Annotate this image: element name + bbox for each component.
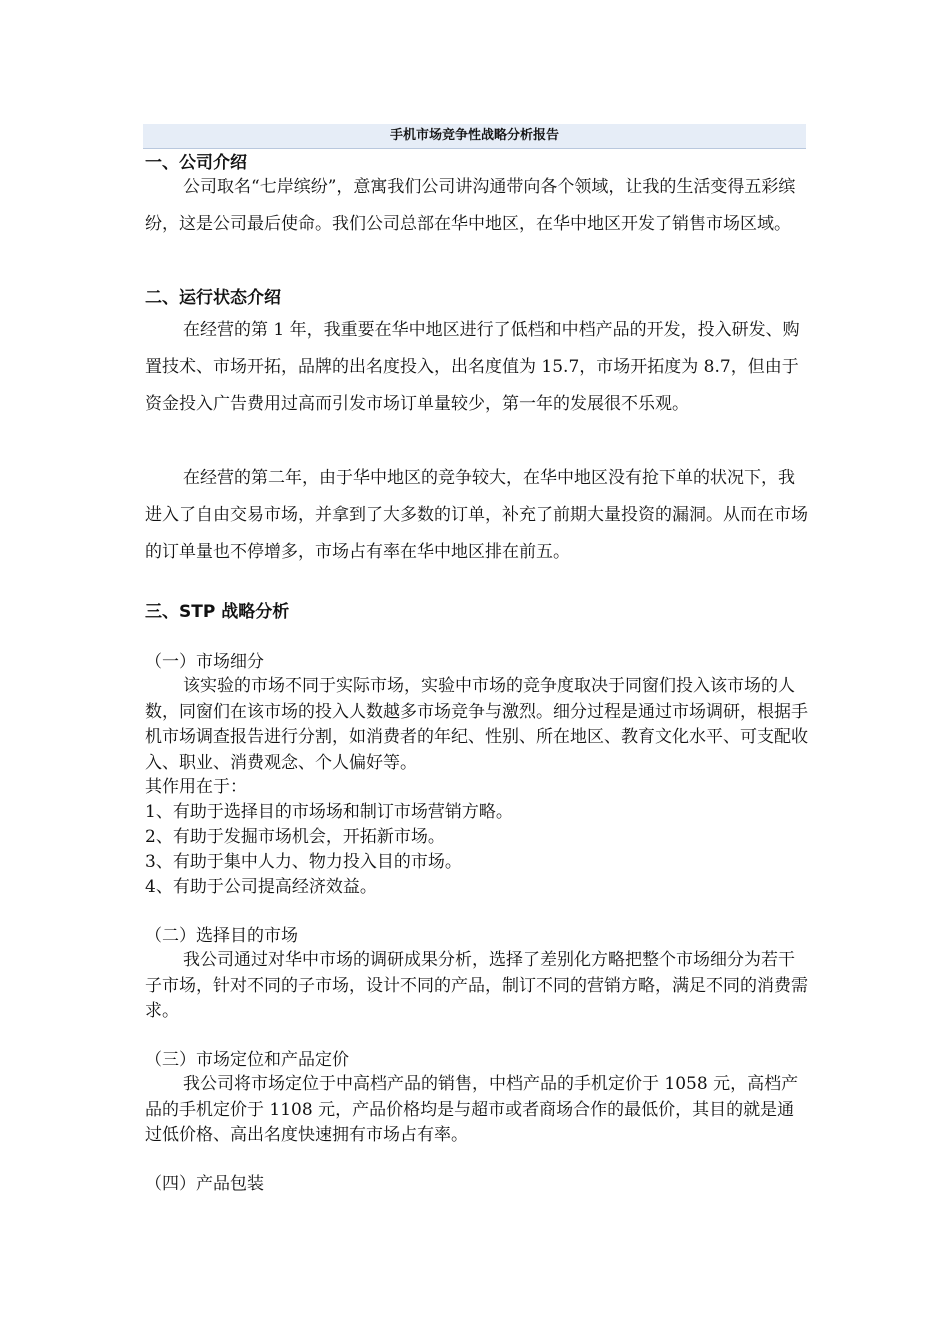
list-item: 1、有助于选择目的市场场和制订市场营销方略。 [145, 802, 513, 822]
heading-company-intro: 一、公司介绍 [145, 153, 247, 173]
subheading-positioning-pricing: （三）市场定位和产品定价 [145, 1050, 349, 1070]
subheading-product-packaging: （四）产品包装 [145, 1174, 264, 1194]
list-item: 2、有助于发掘市场机会，开拓新市场。 [145, 827, 445, 847]
operation-paragraph-year1: 在经营的第 1 年，我重要在华中地区进行了低档和中档产品的开发，投入研发、购置技术、市场开拓，品牌的出名度投入，出名度值为 15.7，市场开拓度为 8.7，但由于资金投入广告费用过高而引发市场订单量较少，第一年的发展很不乐观。 [145, 320, 800, 414]
segmentation-paragraph: 该实验的市场不同于实际市场，实验中市场的竞争度取决于同窗们投入该市场的人数，同窗们在该市场的投入人数越多市场竞争与激烈。细分过程是通过市场调研，根据手机市场调查报告进行分割，如消费者的年纪、性别、所在地区、教育文化水平、可支配收入、职业、消费观念、个人偏好等。 [145, 676, 808, 773]
subheading-market-segmentation: （一）市场细分 [145, 652, 264, 672]
report-title: 手机市场竞争性战略分析报告 [143, 124, 806, 149]
target-market-paragraph: 我公司通过对华中市场的调研成果分析，选择了差别化方略把整个市场细分为若干子市场，针对不同的子市场，设计不同的产品，制订不同的营销方略，满足不同的消费需求。 [145, 950, 808, 1021]
subheading-target-market: （二）选择目的市场 [145, 926, 298, 946]
list-item: 3、有助于集中人力、物力投入目的市场。 [145, 852, 462, 872]
company-intro-paragraph: 公司取名“七岸缤纷”，意寓我们公司讲沟通带向各个领域，让我的生活变得五彩缤纷，这是公司最后使命。我们公司总部在华中地区，在华中地区开发了销售市场区域。 [145, 177, 796, 234]
heading-operation-status: 二、运行状态介绍 [145, 288, 281, 308]
operation-paragraph-year2: 在经营的第二年，由于华中地区的竞争较大，在华中地区没有抢下单的状况下，我进入了自由交易市场，并拿到了大多数的订单，补充了前期大量投资的漏洞。从而在市场的订单量也不停增多，市场占有率在华中地区排在前五。 [145, 468, 808, 562]
list-item: 4、有助于公司提高经济效益。 [145, 877, 377, 897]
heading-stp-analysis: 三、STP 战略分析 [145, 602, 290, 622]
positioning-pricing-paragraph: 我公司将市场定位于中高档产品的销售，中档产品的手机定价于 1058 元，高档产品的手机定价于 1108 元，产品价格均是与超市或者商场合作的最低价，其目的就是通过低价格、高出名度快速拥有市场占有率。 [145, 1074, 799, 1145]
segmentation-lead: 其作用在于： [145, 777, 247, 797]
